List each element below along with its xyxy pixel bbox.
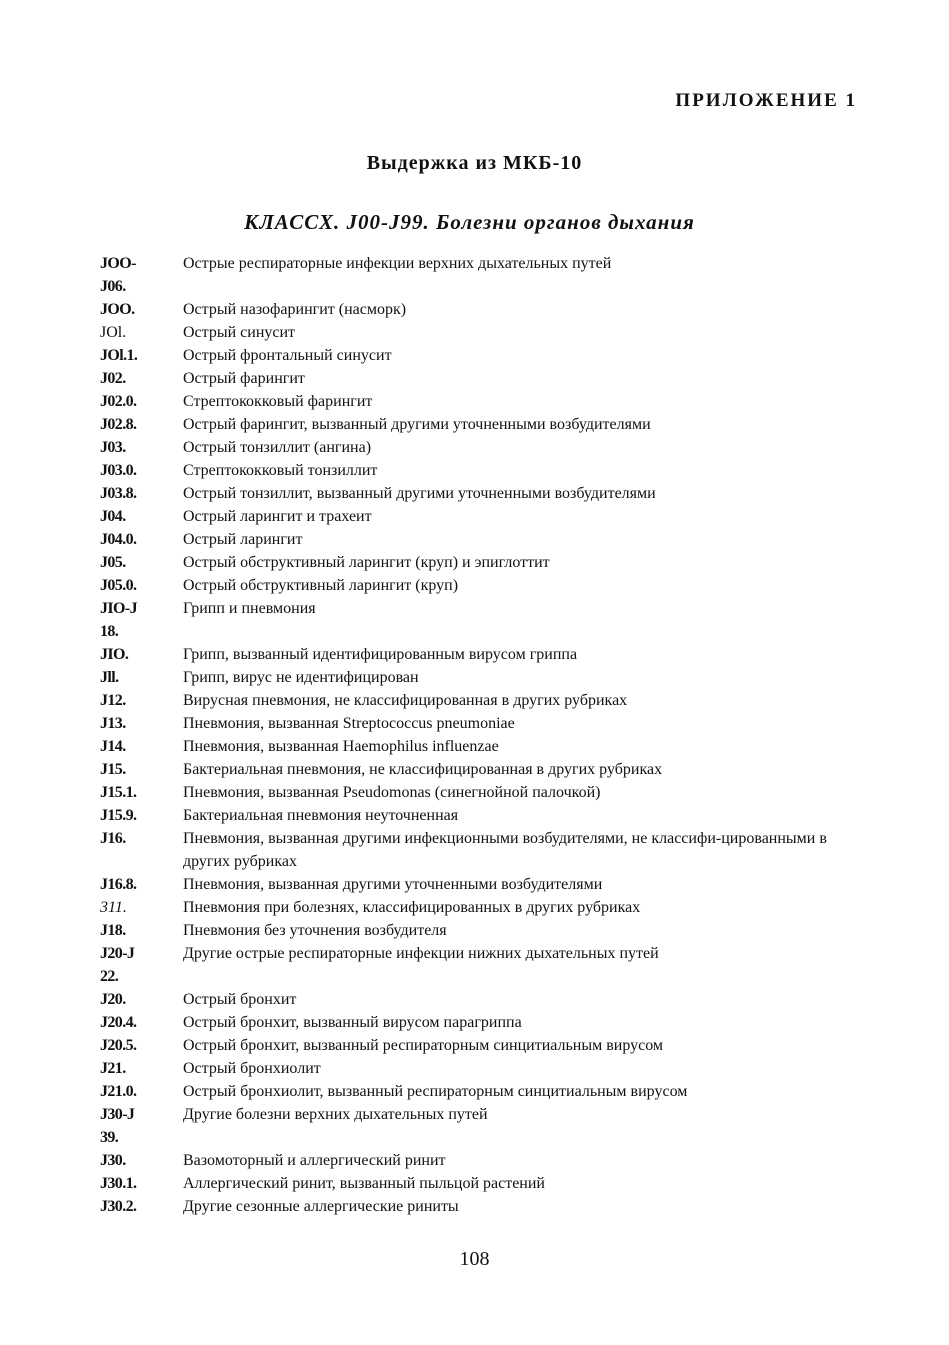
code-description: Острый ларингит и трахеит [183,508,372,525]
code-description: Бактериальная пневмония неуточненная [183,807,459,824]
code-description: Грипп и пневмония [183,600,316,617]
code-description: Пневмония, вызванная Pseudomonas (синегнойной палочкой) [183,784,601,801]
code-description: Другие острые респираторные инфекции нижних дыхательных путей [183,945,659,962]
code-description: Вирусная пневмония, не классифицированная в других рубриках [183,692,628,709]
code-description: Острый обструктивный ларингит (круп) [183,577,459,594]
code-entry [100,1057,860,1080]
code-entry [100,735,860,758]
code-description: Острый фарингит [183,370,305,387]
code-entry [100,413,860,436]
icd-code: J15.9. [100,807,137,824]
code-entry [100,942,860,988]
code-entry [100,896,860,919]
code-entry [100,1172,860,1195]
code-description: Острый назофарингит (насморк) [183,301,407,318]
code-description: Аллергический ринит, вызванный пыльцой растений [183,1175,545,1192]
code-description: Вазомоторный и аллергический ринит [183,1152,446,1169]
code-entry [100,988,860,1011]
code-entry [100,919,860,942]
icd-code: J15. [100,761,126,778]
icd-code: J20.4. [100,1014,137,1031]
code-entry [100,482,860,505]
code-entry [100,298,860,321]
code-entry [100,436,860,459]
code-entry [100,1011,860,1034]
icd-code: JOO- J06. [100,255,136,295]
icd-code: J30.1. [100,1175,137,1192]
icd-code: J14. [100,738,126,755]
icd-code: J30-J 39. [100,1106,135,1146]
icd-code: J16. [100,830,126,847]
icd-code: JOO. [100,301,135,318]
code-entry [100,528,860,551]
code-description: Острый бронхит, вызванный респираторным синцитиальным вирусом [183,1037,664,1054]
icd-code: J03.0. [100,462,137,479]
code-entry [100,1149,860,1172]
code-entry [100,1103,860,1149]
code-entry [100,689,860,712]
code-entry [100,551,860,574]
class-heading: КЛАССХ. J00-J99. Болезни органов дыхания [244,210,695,234]
icd-code: J16.8. [100,876,137,893]
code-entry [100,1080,860,1103]
appendix-title: ПРИЛОЖЕНИЕ 1 [675,90,857,111]
code-description: Острый бронхит [183,991,297,1008]
code-entry [100,459,860,482]
code-entry [100,367,860,390]
page-number: 108 [459,1248,490,1270]
icd-code: J21.0. [100,1083,137,1100]
icd-code: J20. [100,991,126,1008]
icd-code: J05.0. [100,577,137,594]
code-description: Стрептококковый фарингит [183,393,373,410]
icd-code-list [100,252,860,1218]
code-description: Острый ларингит [183,531,303,548]
code-entry [100,758,860,781]
code-entry [100,505,860,528]
code-description: Острый фарингит, вызванный другими уточненными возбудителями [183,416,651,433]
icd-code: J05. [100,554,126,571]
code-entry [100,1034,860,1057]
code-description: Острый синусит [183,324,296,341]
icd-code: J04. [100,508,126,525]
code-description: Пневмония, вызванная другими уточненными возбудителями [183,876,603,893]
icd-code: J04.0. [100,531,137,548]
code-entry [100,827,860,873]
code-entry [100,781,860,804]
code-entry [100,574,860,597]
code-description: Пневмония при болезнях, классифицированных в других рубриках [183,899,641,916]
icd-code: J21. [100,1060,126,1077]
code-description: Другие сезонные аллергические риниты [183,1198,459,1215]
icd-code: J20.5. [100,1037,137,1054]
code-entry [100,873,860,896]
code-description: Острый бронхит, вызванный вирусом парагриппа [183,1014,522,1031]
icd-code: J30. [100,1152,126,1169]
code-entry [100,712,860,735]
code-entry [100,643,860,666]
icd-code: J15.1. [100,784,137,801]
icd-code: J20-J 22. [100,945,135,985]
code-description: Острый тонзиллит (ангина) [183,439,372,456]
icd-code: J03.8. [100,485,137,502]
code-description: Острый бронхиолит, вызванный респираторным синцитиальным вирусом [183,1083,688,1100]
code-description: Острый обструктивный ларингит (круп) и эпиглоттит [183,554,550,571]
icd-code: JIO. [100,646,129,663]
code-description: Грипп, вызванный идентифицированным вирусом гриппа [183,646,578,663]
icd-code: 311. [100,899,127,916]
code-description: Острый бронхиолит [183,1060,321,1077]
code-entry [100,344,860,367]
icd-code: J02.8. [100,416,137,433]
code-entry [100,597,860,643]
icd-code: JOl.1. [100,347,138,364]
code-description: Пневмония, вызванная другими инфекционными возбудителями, не классифи-цированными в других рубриках [183,830,827,870]
code-entry [100,804,860,827]
code-description: Острый фронтальный синусит [183,347,392,364]
code-description: Пневмония без уточнения возбудителя [183,922,447,939]
code-description: Пневмония, вызванная Streptococcus pneumoniae [183,715,515,732]
icd-code: J13. [100,715,126,732]
code-entry [100,252,860,298]
document-subtitle: Выдержка из МКБ-10 [366,152,583,174]
icd-code: J02. [100,370,126,387]
icd-code: JOl. [100,324,127,341]
code-description: Пневмония, вызванная Haemophilus influenzae [183,738,499,755]
code-description: Бактериальная пневмония, не классифицированная в других рубриках [183,761,663,778]
code-description: Острый тонзиллит, вызванный другими уточненными возбудителями [183,485,656,502]
code-description: Стрептококковый тонзиллит [183,462,378,479]
code-entry [100,666,860,689]
code-description: Острые респираторные инфекции верхних дыхательных путей [183,255,612,272]
icd-code: Jll. [100,669,119,686]
icd-code: J18. [100,922,126,939]
icd-code: J30.2. [100,1198,137,1215]
code-entry [100,321,860,344]
icd-code: J02.0. [100,393,137,410]
code-entry [100,1195,860,1218]
code-entry [100,390,860,413]
code-description: Грипп, вирус не идентифицирован [183,669,419,686]
code-description: Другие болезни верхних дыхательных путей [183,1106,488,1123]
icd-code: J03. [100,439,126,456]
icd-code: J12. [100,692,126,709]
icd-code: JIO-J 18. [100,600,138,640]
